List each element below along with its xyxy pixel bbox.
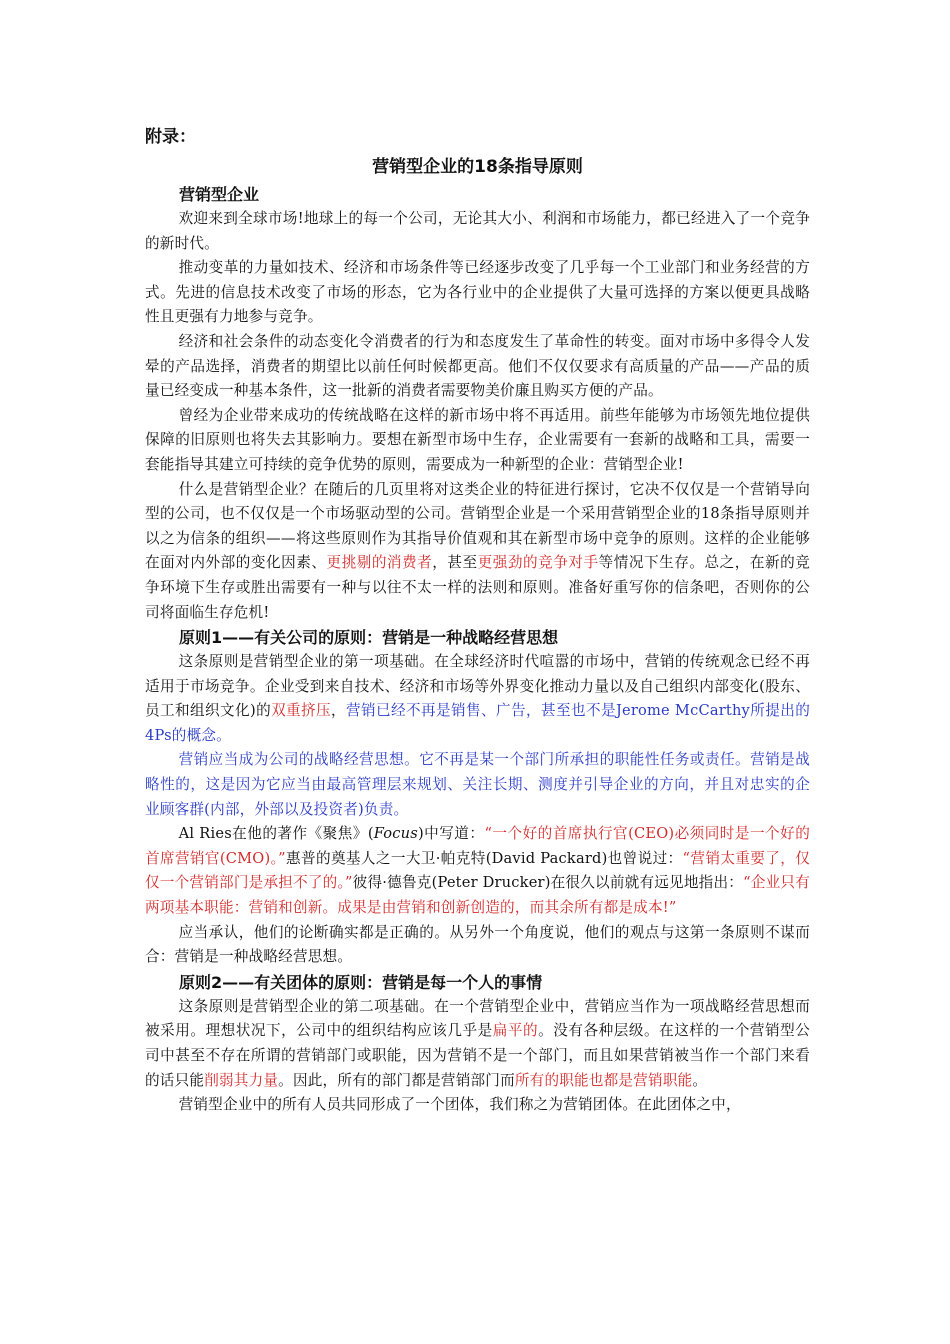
text-run: 应当承认，他们的论断确实都是正确的。从另外一个角度说，他们的观点与这第一条原则不谋而合：营销是一种战略经营思想。	[145, 923, 810, 966]
highlight-text-red: 更挑剔的消费者	[326, 554, 433, 572]
paragraph	[145, 207, 810, 256]
paragraph	[145, 921, 810, 970]
document-body	[145, 182, 810, 1118]
text-run: 。因此，所有的部门都是营销部门而	[278, 1071, 515, 1089]
section-heading: 原则2——有关团体的原则：营销是每一个人的事情	[179, 972, 543, 992]
highlight-text-blue: 营销已经不再是销售、广告，甚至也不是Jerome McCarthy所提出的4Ps的概念。	[145, 702, 810, 744]
highlight-text-red: “营销太重要了，仅仅一个营销部门是承担不了的。”	[145, 849, 811, 892]
text-run: 惠普的奠基人之一大卫·帕克特(David Packard)也曾说过：	[285, 849, 683, 867]
highlight-text-red: “一个好的首席执行官(CEO)必须同时是一个好的首席营销官(CMO)。”	[145, 825, 810, 867]
paragraph	[145, 256, 810, 330]
text-run: 这条原则是营销型企业的第二项基础。在一个营销型企业中，营销应当作为一项战略经营思想而被采用。理想状况下，公司中的组织结构应该几乎是	[145, 997, 810, 1040]
appendix-heading: 附录：	[145, 127, 196, 147]
text-run: 彼得·德鲁克(Peter Drucker)在很久以前就有远见地指出：	[352, 874, 744, 892]
text-run: 推动变革的力量如技术、经济和市场条件等已经逐步改变了几乎每一个工业部门和业务经营的方式。先进的信息技术改变了市场的形态，它为各行业中的企业提供了大量可选择的方案以便更具战略性且更强有力地参与竞争。	[145, 259, 810, 326]
highlight-text-red: 所有的职能也都是营销职能	[514, 1071, 693, 1089]
text-run: 经济和社会条件的动态变化令消费者的行为和态度发生了革命性的转变。面对市场中多得令人发晕的产品选择，消费者的期望比以前任何时候都更高。他们不仅仅要求有高质量的产品——产品的质量已经变成一种基本条件，这一批新的消费者需要物美价廉且购买方便的产品。	[145, 332, 810, 400]
text-run: ，甚至	[432, 554, 478, 572]
italic-text: Focus	[373, 825, 418, 843]
paragraph	[145, 995, 810, 1093]
paragraph	[145, 478, 810, 626]
text-run: )中写道：	[417, 825, 485, 843]
text-run: 等情况下生存。总之，在新的竞争环境下生存或胜出需要有一种与以往不太一样的法则和原则。准备好重写你的信条吧，否则你的公司将面临生存危机!	[145, 554, 810, 621]
text-run: 欢迎来到全球市场!地球上的每一个公司，无论其大小、利润和市场能力，都已经进入了一个竞争的新时代。	[145, 210, 810, 252]
text-run: Al Ries在他的著作《聚焦》(	[178, 825, 374, 843]
paragraph	[145, 650, 810, 748]
highlight-text-red: 双重挤压	[271, 702, 332, 720]
highlight-text-blue: 营销应当成为公司的战略经营思想。它不再是某一个部门所承担的职能性任务或责任。营销是战略性的，这是因为它应当由最高管理层来规划、关注长期、测度并引导企业的方向，并且对忠实的企业顾客群(内部，外部以及投资者)负责。	[145, 751, 810, 818]
section-heading: 原则1——有关公司的原则：营销是一种战略经营思想	[179, 628, 559, 648]
paragraph	[145, 404, 810, 478]
text-run: 。没有各种层级。在这样的一个营销型公司中甚至不存在所谓的营销部门或职能，因为营销不是一个部门，而且如果营销被当作一个部门来看的话只能	[145, 1022, 810, 1089]
section-heading: 营销型企业	[179, 185, 260, 204]
text-run: 这条原则是营销型企业的第一项基础。在全球经济时代喧嚣的市场中，营销的传统观念已经不再适用于市场竞争。企业受到来自技术、经济和市场等外界变化推动力量以及自己组织内部变化(股东、员工和组织文化)的	[145, 653, 810, 720]
paragraph	[145, 330, 810, 404]
highlight-text-red: 扁平的	[492, 1022, 539, 1040]
highlight-text-red: “企业只有两项基本职能：营销和创新。成果是由营销和创新创造的，而其余所有都是成本!”	[145, 874, 810, 917]
text-run: 曾经为企业带来成功的传统战略在这样的新市场中将不再适用。前些年能够为市场领先地位提供保障的旧原则也将失去其影响力。要想在新型市场中生存，企业需要有一套新的战略和工具，需要一套能指导其建立可持续的竞争优势的原则，需要成为一种新型的企业：营销型企业!	[145, 406, 810, 473]
document-title: 营销型企业的18条指导原则	[372, 157, 583, 177]
text-run: 。	[692, 1071, 708, 1089]
paragraph	[145, 1093, 810, 1118]
highlight-text-red: 更强劲的竞争对手	[477, 554, 599, 572]
document-page	[145, 122, 810, 1118]
paragraph	[145, 822, 810, 920]
highlight-text-red: 削弱其力量	[204, 1071, 279, 1089]
text-run: 什么是营销型企业？在随后的几页里将对这类企业的特征进行探讨，它决不仅仅是一个营销导向型的公司，也不仅仅是一个市场驱动型的公司。营销型企业是一个采用营销型企业的18条指导原则并以之为信条的组织——将这些原则作为其指导价值观和其在新型市场中竞争的原则。这样的企业能够在面对内外部的变化因素、	[145, 480, 810, 572]
text-run: 营销型企业中的所有人员共同形成了一个团体，我们称之为营销团体。在此团体之中，	[178, 1096, 741, 1114]
text-run: ，	[331, 702, 347, 720]
paragraph	[145, 748, 810, 822]
